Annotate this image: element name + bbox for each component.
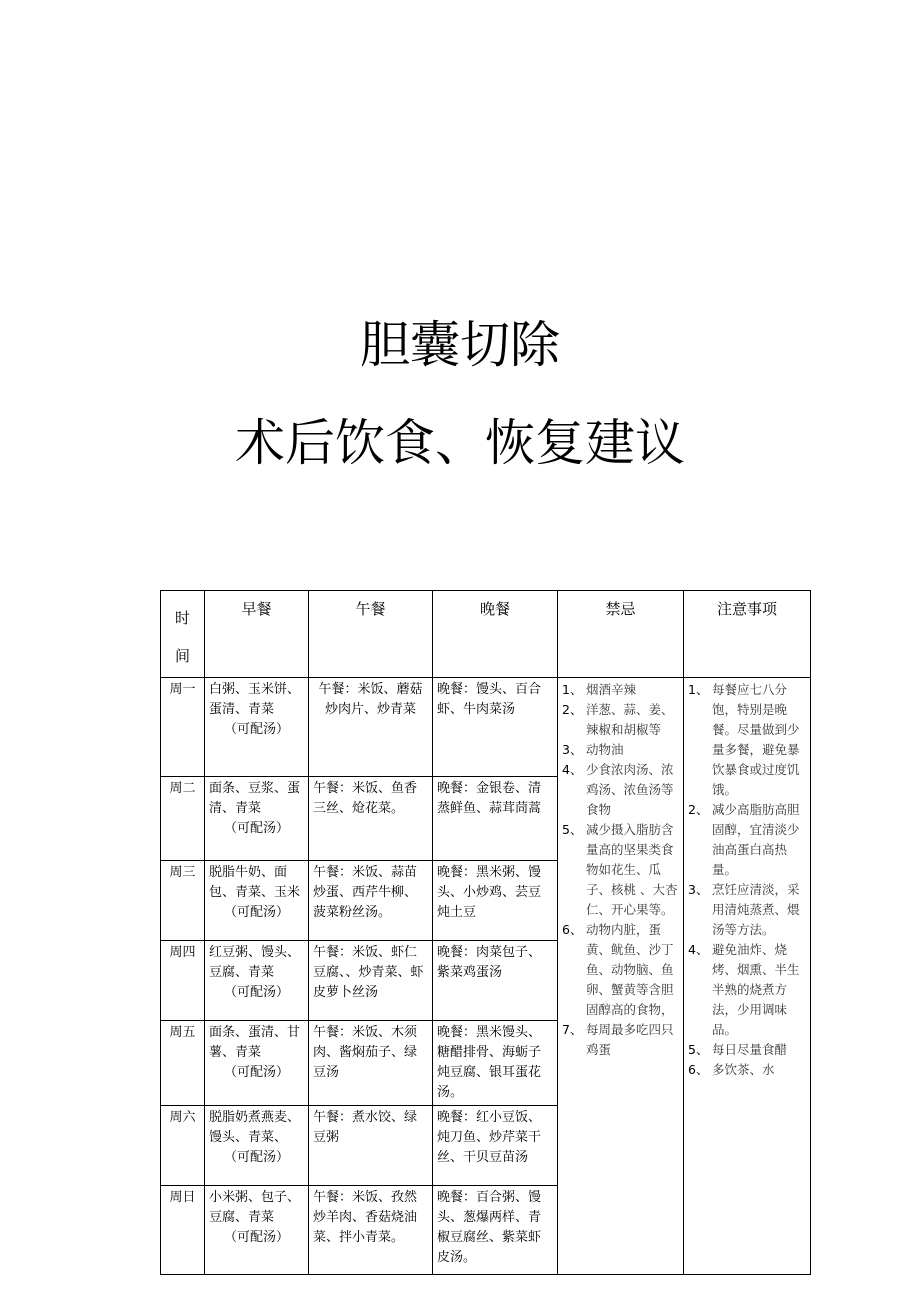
lunch-cell: 午餐：米饭、蘑菇炒肉片、炒青菜 — [309, 678, 433, 777]
header-dinner: 晚餐 — [433, 591, 558, 678]
lunch-cell: 午餐：煮水饺、绿豆粥 — [309, 1106, 433, 1186]
notes-item: 3、 烹饪应清淡，采用清炖蒸煮、煨汤等方法。 — [688, 882, 800, 937]
taboo-item: 6、 动物内脏，蛋黄、鱿鱼、沙丁鱼、动物脑、鱼卵、蟹黄等含胆固醇高的食物， — [562, 922, 674, 1017]
dinner-cell: 晚餐：馒头、百合虾、牛肉菜汤 — [433, 678, 558, 777]
notes-item: 1、 每餐应七八分饱，特别是晚餐。尽量做到少量多餐，避免暴饮暴食或过度饥饿。 — [688, 682, 800, 797]
taboo-item: 2、 洋葱、蒜、姜、辣椒和胡椒等 — [562, 702, 674, 737]
taboo-item: 3、 动物油 — [562, 742, 624, 757]
breakfast-cell — [205, 777, 309, 861]
breakfast-note: （可配汤） — [223, 722, 289, 737]
table-row — [161, 678, 811, 777]
table-header-row — [161, 591, 811, 678]
breakfast-note: （可配汤） — [223, 821, 289, 836]
taboo-cell — [558, 678, 684, 1275]
dinner-cell: 晚餐：红小豆饭、炖刀鱼、炒芹菜干丝、干贝豆苗汤 — [433, 1106, 558, 1186]
dinner-cell: 晚餐：金银卷、清蒸鲜鱼、蒜茸茼蒿 — [433, 777, 558, 861]
taboo-item: 5、 减少摄入脂肪含量高的坚果类食物如花生、瓜子、核桃 、大杏仁、开心果等。 — [562, 822, 678, 917]
taboo-list — [562, 680, 679, 1060]
breakfast-text: 脱脂牛奶、面包、青菜、玉米 — [209, 865, 301, 900]
breakfast-note: （可配汤） — [223, 1230, 289, 1245]
breakfast-note: （可配汤） — [223, 985, 289, 1000]
day-cell: 周三 — [161, 861, 205, 941]
notes-item: 5、 每日尽量食醋 — [688, 1042, 788, 1057]
notes-item: 4、 避免油炸、烧烤、烟熏、半生半熟的烧煮方法，少用调味品。 — [688, 942, 800, 1037]
day-cell: 周四 — [161, 941, 205, 1021]
breakfast-note: （可配汤） — [223, 1150, 289, 1165]
dinner-cell: 晚餐：黑米粥、馒头、小炒鸡、芸豆炖土豆 — [433, 861, 558, 941]
notes-item: 6、 多饮茶、水 — [688, 1062, 775, 1077]
taboo-item: 4、 少食浓肉汤、浓鸡汤、浓鱼汤等食物 — [562, 762, 674, 817]
breakfast-cell — [205, 1186, 309, 1275]
day-cell: 周五 — [161, 1021, 205, 1106]
header-breakfast: 早餐 — [205, 591, 309, 678]
header-time-top: 时 — [174, 609, 190, 627]
lunch-cell: 午餐：米饭、鱼香三丝、炝花菜。 — [309, 777, 433, 861]
breakfast-text: 白粥、玉米饼、蛋清、青菜 — [209, 682, 301, 717]
header-time — [161, 591, 205, 678]
lunch-cell: 午餐：米饭、木须肉、酱焖茄子、绿豆汤 — [309, 1021, 433, 1106]
dinner-cell: 晚餐：黑米馒头、糖醋排骨、海蛎子炖豆腐、银耳蛋花汤。 — [433, 1021, 558, 1106]
lunch-cell: 午餐：米饭、孜然炒羊肉、香菇烧油菜、拌小青菜。 — [309, 1186, 433, 1275]
header-taboo: 禁忌 — [558, 591, 684, 678]
taboo-item: 7、 每周最多吃四只鸡蛋 — [562, 1022, 674, 1057]
day-cell: 周日 — [161, 1186, 205, 1275]
breakfast-cell — [205, 1021, 309, 1106]
header-time-bottom: 间 — [174, 647, 190, 665]
notes-cell — [684, 678, 811, 1275]
breakfast-note: （可配汤） — [223, 1065, 289, 1080]
day-cell: 周六 — [161, 1106, 205, 1186]
lunch-cell: 午餐：米饭、蒜苗炒蛋、西芹牛柳、菠菜粉丝汤。 — [309, 861, 433, 941]
breakfast-text: 红豆粥、馒头、豆腐、青菜 — [209, 945, 301, 980]
page-title-line2: 术后饮食、恢复建议 — [235, 414, 685, 472]
breakfast-note: （可配汤） — [223, 905, 289, 920]
breakfast-text: 面条、豆浆、蛋清、青菜 — [209, 781, 301, 816]
breakfast-cell — [205, 861, 309, 941]
notes-list — [688, 680, 806, 1080]
day-cell: 周一 — [161, 678, 205, 777]
breakfast-cell — [205, 941, 309, 1021]
taboo-item: 1、 烟酒辛辣 — [562, 682, 637, 697]
header-notes: 注意事项 — [684, 591, 811, 678]
lunch-cell: 午餐：米饭、虾仁豆腐、、炒青菜、虾皮萝卜丝汤 — [309, 941, 433, 1021]
dinner-cell: 晚餐：肉菜包子、紫菜鸡蛋汤 — [433, 941, 558, 1021]
notes-item: 2、 减少高脂肪高胆固醇，宜清淡少油高蛋白高热量。 — [688, 802, 800, 877]
breakfast-cell — [205, 1106, 309, 1186]
breakfast-text: 小米粥、包子、豆腐、青菜 — [209, 1190, 301, 1225]
dinner-cell: 晚餐：百合粥、馒头、葱爆两样、青椒豆腐丝、紫菜虾皮汤。 — [433, 1186, 558, 1275]
breakfast-text: 面条、蛋清、甘薯、青菜 — [209, 1025, 301, 1060]
header-lunch: 午餐 — [309, 591, 433, 678]
breakfast-cell — [205, 678, 309, 777]
breakfast-text: 脱脂奶煮燕麦、馒头、青菜、 — [209, 1110, 301, 1145]
diet-plan-table — [160, 590, 811, 1275]
page-title-line1: 胆囊切除 — [360, 316, 560, 374]
day-cell: 周二 — [161, 777, 205, 861]
